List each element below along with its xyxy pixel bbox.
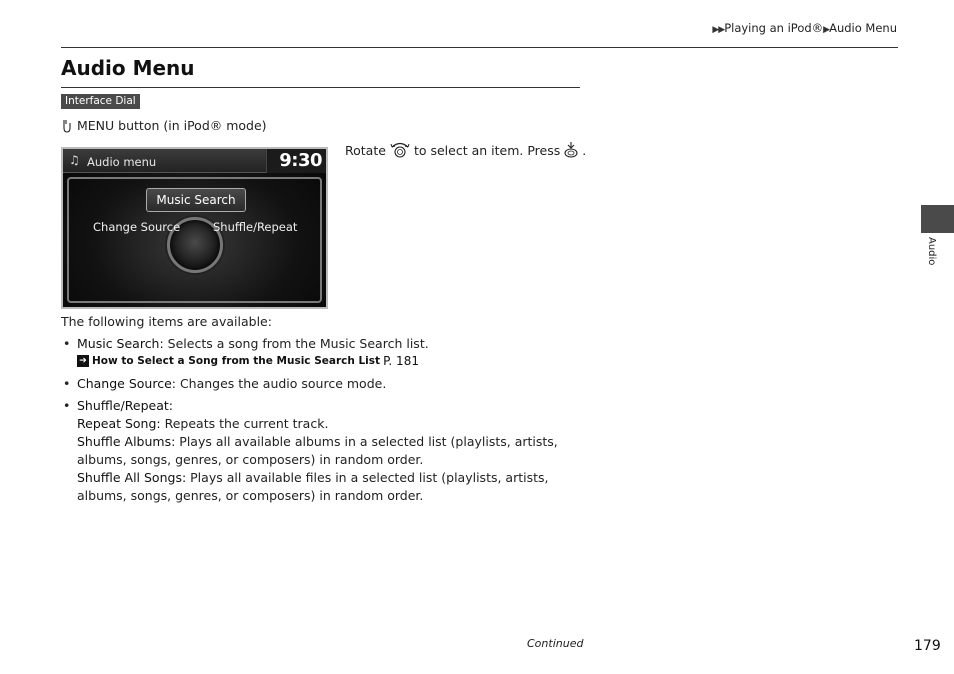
- menu-instruction-text: MENU button (in iPod® mode): [77, 118, 267, 133]
- reference-text[interactable]: How to Select a Song from the Music Search List: [92, 355, 381, 367]
- continued-note: Continued: [527, 637, 584, 650]
- rotate-instruction: [345, 141, 586, 159]
- items-list: [61, 335, 561, 505]
- title-divider: [61, 87, 580, 88]
- section-tab[interactable]: [921, 205, 954, 233]
- sub-item-desc: Plays all available albums in a selected list (playlists, artists, albums, songs, genres, or composers) in random order.: [77, 434, 558, 467]
- interface-dial-chip: Interface Dial: [61, 94, 140, 109]
- sub-item-term: Shuffle All Songs:: [77, 470, 187, 485]
- screen-header: [63, 149, 326, 173]
- breadcrumb-section[interactable]: Playing an iPod®: [724, 21, 824, 35]
- item-term: Music Search:: [77, 336, 164, 351]
- item-term: Change Source: [77, 376, 172, 391]
- list-item-change-source: [61, 375, 561, 393]
- change-source-option[interactable]: Change Source: [93, 220, 181, 234]
- breadcrumb-marker: ▶▶: [712, 25, 725, 35]
- rotate-text: Rotate: [345, 142, 386, 158]
- reference-arrow-icon: ➔: [77, 355, 89, 367]
- list-item-shuffle-repeat: [61, 397, 561, 505]
- menu-instruction: [61, 118, 267, 133]
- sub-item-shuffle-all-songs: [77, 469, 561, 505]
- menu-button-icon: [61, 119, 72, 133]
- intro-text: The following items are available:: [61, 314, 272, 329]
- press-dial-icon: [563, 141, 579, 159]
- item-desc: : Changes the audio source mode.: [171, 376, 387, 391]
- select-text: to select an item. Press: [413, 142, 561, 158]
- sub-item-term: Shuffle Albums:: [77, 434, 176, 449]
- rotate-dial-icon: [389, 141, 411, 159]
- sub-item-repeat-song: [77, 415, 561, 433]
- screen-header-title: Audio menu: [87, 155, 157, 169]
- list-item-music-search: [61, 335, 561, 369]
- audio-menu-screen: [61, 147, 328, 309]
- sub-item-desc: Plays all available files in a selected list (playlists, artists, albums, songs, genres, or composers) in random order.: [77, 470, 549, 503]
- page-title: Audio Menu: [61, 56, 195, 80]
- screen-clock: 9:30: [279, 150, 322, 171]
- music-search-button[interactable]: Music Search: [146, 188, 246, 212]
- page-number: 179: [914, 638, 941, 654]
- breadcrumb-separator: ▶: [823, 25, 830, 35]
- item-desc: Selects a song from the Music Search list.: [163, 336, 429, 351]
- sub-item-term: Repeat Song:: [77, 416, 161, 431]
- section-tab-label: Audio: [926, 237, 937, 266]
- sub-item-desc: Repeats the current track.: [160, 416, 329, 431]
- sub-item-shuffle-albums: [77, 433, 561, 469]
- breadcrumb: [712, 21, 897, 35]
- cross-reference[interactable]: [77, 353, 561, 369]
- breadcrumb-page: Audio Menu: [829, 21, 897, 35]
- shuffle-repeat-option[interactable]: Shuffle/Repeat: [213, 220, 298, 234]
- reference-page[interactable]: P. 181: [383, 354, 419, 368]
- top-divider: [61, 47, 898, 48]
- item-term: Shuffle/Repeat:: [77, 398, 173, 413]
- music-note-icon: ♫: [69, 153, 80, 167]
- period-text: .: [582, 142, 587, 158]
